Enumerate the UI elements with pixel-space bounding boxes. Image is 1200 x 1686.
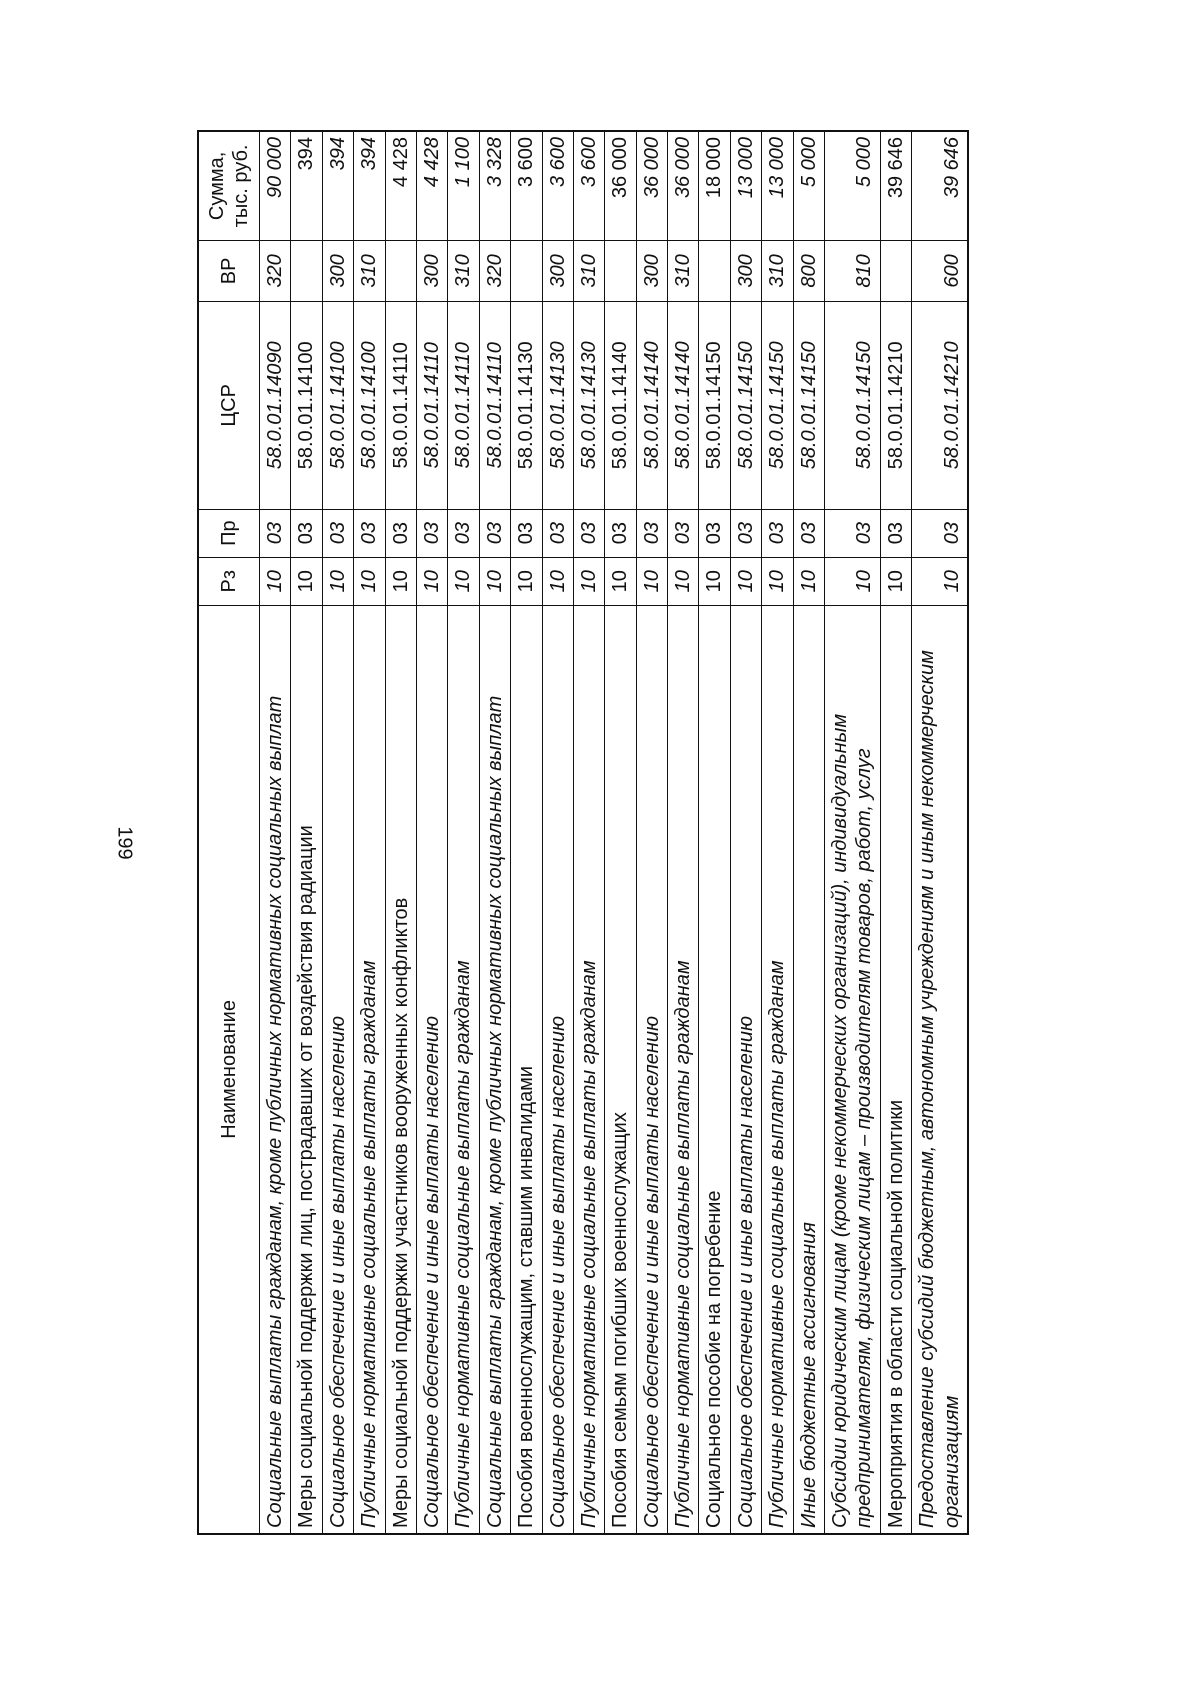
row-pr: 03 xyxy=(385,509,416,557)
row-name: Социальные выплаты гражданам, кроме публичных нормативных социальных выплат xyxy=(260,605,291,1534)
header-pr: Пр xyxy=(198,509,260,557)
row-sum: 4 428 xyxy=(416,131,447,240)
row-pr: 03 xyxy=(668,509,699,557)
row-pr: 03 xyxy=(322,509,353,557)
row-sum: 13 000 xyxy=(762,131,793,240)
row-csr: 58.0.01.14100 xyxy=(291,302,322,510)
row-vr xyxy=(699,240,730,301)
row-pr: 03 xyxy=(699,509,730,557)
row-csr: 58.0.01.14140 xyxy=(636,302,667,510)
row-rz: 10 xyxy=(479,557,510,605)
row-vr: 800 xyxy=(793,240,824,301)
table-row xyxy=(260,131,291,1534)
row-name: Социальное обеспечение и иные выплаты населению xyxy=(730,605,761,1534)
page-number: 199 xyxy=(113,826,136,860)
row-name: Социальное пособие на погребение xyxy=(699,605,730,1534)
table-row xyxy=(291,131,322,1534)
row-rz: 10 xyxy=(416,557,447,605)
rotated-table-container xyxy=(197,130,1022,1535)
table-row xyxy=(573,131,604,1534)
row-pr: 03 xyxy=(762,509,793,557)
row-pr: 03 xyxy=(291,509,322,557)
row-name: Иные бюджетные ассигнования xyxy=(793,605,824,1534)
row-pr: 03 xyxy=(479,509,510,557)
row-pr: 03 xyxy=(354,509,385,557)
row-sum: 36 000 xyxy=(668,131,699,240)
row-vr xyxy=(385,240,416,301)
header-name: Наименование xyxy=(198,605,260,1534)
row-rz: 10 xyxy=(762,557,793,605)
row-csr: 58.0.01.14150 xyxy=(825,302,881,510)
table-row xyxy=(416,131,447,1534)
row-vr: 300 xyxy=(542,240,573,301)
row-name: Меры социальной поддержки участников вооруженных конфликтов xyxy=(385,605,416,1534)
table-row xyxy=(699,131,730,1534)
row-sum: 18 000 xyxy=(699,131,730,240)
row-name: Социальное обеспечение и иные выплаты населению xyxy=(542,605,573,1534)
row-sum: 394 xyxy=(291,131,322,240)
row-csr: 58.0.01.14210 xyxy=(912,302,968,510)
row-vr: 310 xyxy=(354,240,385,301)
row-sum: 39 646 xyxy=(880,131,911,240)
row-sum: 3 600 xyxy=(542,131,573,240)
row-sum: 3 600 xyxy=(573,131,604,240)
table-row xyxy=(542,131,573,1534)
row-vr: 300 xyxy=(322,240,353,301)
table-row xyxy=(511,131,542,1534)
row-vr: 300 xyxy=(416,240,447,301)
row-sum: 1 100 xyxy=(448,131,479,240)
row-name: Публичные нормативные социальные выплаты гражданам xyxy=(354,605,385,1534)
row-sum: 3 600 xyxy=(511,131,542,240)
row-name: Социальные выплаты гражданам, кроме публичных нормативных социальных выплат xyxy=(479,605,510,1534)
table-row xyxy=(636,131,667,1534)
row-name: Публичные нормативные социальные выплаты гражданам xyxy=(762,605,793,1534)
table-row xyxy=(605,131,636,1534)
table-header-row xyxy=(198,131,260,1534)
row-csr: 58.0.01.14130 xyxy=(542,302,573,510)
header-sum-line2: тыс. руб. xyxy=(230,144,252,228)
table-row xyxy=(668,131,699,1534)
row-pr: 03 xyxy=(730,509,761,557)
row-sum: 3 328 xyxy=(479,131,510,240)
row-csr: 58.0.01.14150 xyxy=(730,302,761,510)
row-csr: 58.0.01.14110 xyxy=(448,302,479,510)
row-sum: 5 000 xyxy=(793,131,824,240)
row-rz: 10 xyxy=(668,557,699,605)
row-vr: 320 xyxy=(260,240,291,301)
row-name: Меры социальной поддержки лиц, пострадавших от воздействия радиации xyxy=(291,605,322,1534)
row-pr: 03 xyxy=(912,509,968,557)
row-csr: 58.0.01.14150 xyxy=(699,302,730,510)
row-vr: 320 xyxy=(479,240,510,301)
row-sum: 36 000 xyxy=(605,131,636,240)
row-name: Публичные нормативные социальные выплаты гражданам xyxy=(448,605,479,1534)
row-name: Предоставление субсидий бюджетным, автономным учреждениям и иным некоммерческим организациям xyxy=(912,605,968,1534)
row-rz: 10 xyxy=(636,557,667,605)
row-pr: 03 xyxy=(573,509,604,557)
row-name: Публичные нормативные социальные выплаты гражданам xyxy=(573,605,604,1534)
header-vr: ВР xyxy=(198,240,260,301)
row-pr: 03 xyxy=(260,509,291,557)
row-csr: 58.0.01.14130 xyxy=(573,302,604,510)
table-row xyxy=(912,131,968,1534)
row-pr: 03 xyxy=(511,509,542,557)
table-row xyxy=(793,131,824,1534)
row-csr: 58.0.01.14140 xyxy=(668,302,699,510)
row-csr: 58.0.01.14100 xyxy=(322,302,353,510)
row-pr: 03 xyxy=(793,509,824,557)
row-rz: 10 xyxy=(825,557,881,605)
row-pr: 03 xyxy=(636,509,667,557)
row-pr: 03 xyxy=(448,509,479,557)
table-row xyxy=(448,131,479,1534)
row-rz: 10 xyxy=(793,557,824,605)
row-name: Публичные нормативные социальные выплаты гражданам xyxy=(668,605,699,1534)
row-sum: 13 000 xyxy=(730,131,761,240)
row-sum: 4 428 xyxy=(385,131,416,240)
row-rz: 10 xyxy=(385,557,416,605)
row-rz: 10 xyxy=(448,557,479,605)
row-name: Социальное обеспечение и иные выплаты населению xyxy=(416,605,447,1534)
row-rz: 10 xyxy=(322,557,353,605)
row-vr: 310 xyxy=(668,240,699,301)
header-csr: ЦСР xyxy=(198,302,260,510)
row-csr: 58.0.01.14110 xyxy=(479,302,510,510)
row-sum: 39 646 xyxy=(912,131,968,240)
row-rz: 10 xyxy=(730,557,761,605)
row-csr: 58.0.01.14110 xyxy=(416,302,447,510)
row-name: Пособия военнослужащим, ставшим инвалидами xyxy=(511,605,542,1534)
row-rz: 10 xyxy=(605,557,636,605)
table-row xyxy=(479,131,510,1534)
row-pr: 03 xyxy=(880,509,911,557)
table-row xyxy=(354,131,385,1534)
table-row xyxy=(880,131,911,1534)
row-rz: 10 xyxy=(511,557,542,605)
row-vr xyxy=(511,240,542,301)
budget-table xyxy=(197,130,969,1535)
row-vr: 310 xyxy=(762,240,793,301)
header-sum xyxy=(198,131,260,240)
row-csr: 58.0.01.14140 xyxy=(605,302,636,510)
row-pr: 03 xyxy=(542,509,573,557)
table-row xyxy=(322,131,353,1534)
row-vr: 310 xyxy=(573,240,604,301)
row-vr: 310 xyxy=(448,240,479,301)
row-name: Пособия семьям погибших военнослужащих xyxy=(605,605,636,1534)
row-rz: 10 xyxy=(699,557,730,605)
row-vr: 300 xyxy=(730,240,761,301)
row-sum: 36 000 xyxy=(636,131,667,240)
row-pr: 03 xyxy=(416,509,447,557)
row-sum: 90 000 xyxy=(260,131,291,240)
row-csr: 58.0.01.14110 xyxy=(385,302,416,510)
row-rz: 10 xyxy=(542,557,573,605)
table-row xyxy=(385,131,416,1534)
row-rz: 10 xyxy=(912,557,968,605)
row-vr xyxy=(291,240,322,301)
row-pr: 03 xyxy=(825,509,881,557)
row-vr xyxy=(605,240,636,301)
row-csr: 58.0.01.14100 xyxy=(354,302,385,510)
row-sum: 394 xyxy=(322,131,353,240)
row-csr: 58.0.01.14150 xyxy=(793,302,824,510)
header-rz: Рз xyxy=(198,557,260,605)
row-name: Социальное обеспечение и иные выплаты населению xyxy=(322,605,353,1534)
row-name: Субсидии юридическим лицам (кроме некоммерческих организаций), индивидуальным предпринимателям, физическим лицам – производителям товаров, работ, услуг xyxy=(825,605,881,1534)
row-name: Мероприятия в области социальной политики xyxy=(880,605,911,1534)
row-csr: 58.0.01.14150 xyxy=(762,302,793,510)
row-rz: 10 xyxy=(880,557,911,605)
row-sum: 394 xyxy=(354,131,385,240)
row-name: Социальное обеспечение и иные выплаты населению xyxy=(636,605,667,1534)
row-rz: 10 xyxy=(260,557,291,605)
table-row xyxy=(730,131,761,1534)
row-vr: 810 xyxy=(825,240,881,301)
row-rz: 10 xyxy=(354,557,385,605)
row-vr: 300 xyxy=(636,240,667,301)
row-csr: 58.0.01.14090 xyxy=(260,302,291,510)
table-row xyxy=(825,131,881,1534)
row-pr: 03 xyxy=(605,509,636,557)
row-sum: 5 000 xyxy=(825,131,881,240)
row-csr: 58.0.01.14210 xyxy=(880,302,911,510)
header-sum-line1: Сумма, xyxy=(205,151,228,221)
row-rz: 10 xyxy=(573,557,604,605)
row-vr: 600 xyxy=(912,240,968,301)
row-rz: 10 xyxy=(291,557,322,605)
row-csr: 58.0.01.14130 xyxy=(511,302,542,510)
table-row xyxy=(762,131,793,1534)
row-vr xyxy=(880,240,911,301)
